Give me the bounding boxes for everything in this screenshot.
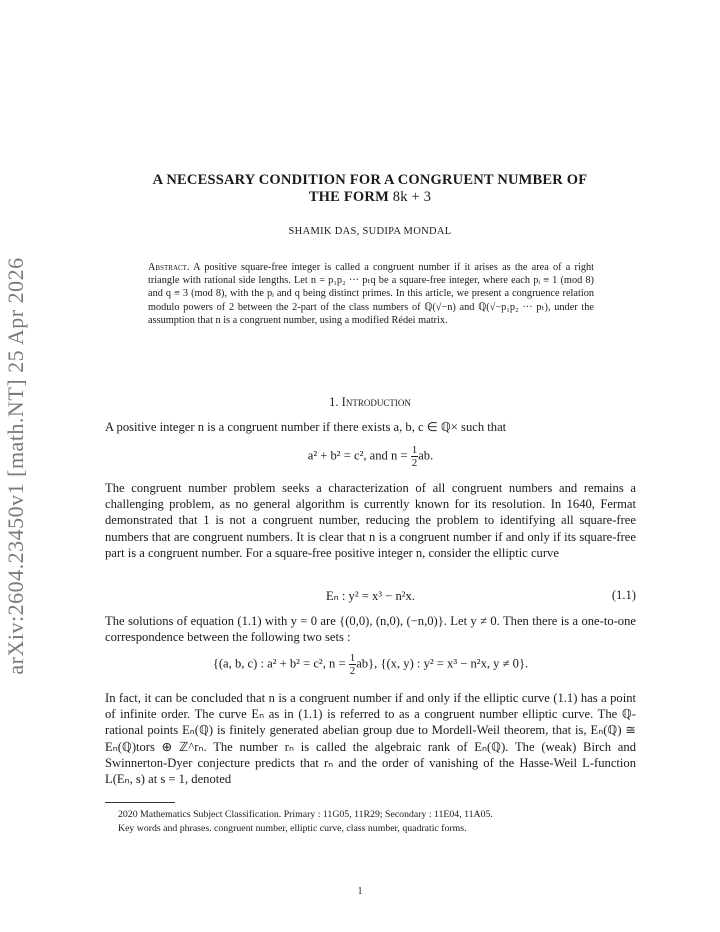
intro-paragraph-1: A positive integer n is a congruent number if there exists a, b, c ∈ ℚ× such that bbox=[105, 420, 507, 434]
footnote-keywords: Key words and phrases. congruent number, elliptic curve, class number, quadratic forms. bbox=[118, 823, 467, 834]
equation-number: (1.1) bbox=[611, 588, 636, 602]
title-line-1: A NECESSARY CONDITION FOR A CONGRUENT NUMBER OF bbox=[152, 172, 588, 188]
authors: SHAMIK DAS, SUDIPA MONDAL bbox=[288, 226, 452, 237]
footnote-msc: 2020 Mathematics Subject Classification. Primary : 11G05, 11R29; Secondary : 11E04, 11A05. bbox=[118, 809, 493, 820]
page-number: 1 bbox=[357, 886, 363, 897]
paper-title bbox=[105, 172, 635, 206]
equation-congruent-def: a² + b² = c², and n = $\frac{1}{2}$ ab. bbox=[307, 444, 434, 469]
title-line-2: THE FORM 8k + 3 bbox=[308, 189, 432, 205]
abstract-text: A positive square-free integer is called a congruent number if it arises as the area of a right triangle with rational side lengths. Let n = p₁p₂ ··· pₜq be a square-free integer, where each pᵢ ≡ 1 (mod 8) and q ≡ 3 (mod 8), with the pᵢ and q being distinct primes. In this article, we present a congruence relation modulo powers of 2 between the 2-part of the class numbers of ℚ(√−n) and ℚ(√−p₁p₂ ··· pₜ), under the assumption that n is a congruent number, using a modified Rédei matrix. bbox=[148, 262, 594, 326]
footnote-rule bbox=[105, 802, 175, 803]
intro-paragraph-4: In fact, it can be concluded that n is a congruent number if and only if the elliptic curve (1.1) has a point of infinite order. The curve Eₙ as in (1.1) is referred to as a congruent number elliptic curve. The ℚ-rational points Eₙ(ℚ) is finitely generated abelian group due to Mordell-Weil theorem, that is, Eₙ(ℚ) ≅ Eₙ(ℚ)tors ⊕ ℤ^rₙ. The number rₙ is called the algebraic rank of Eₙ(ℚ). The (weak) Birch and Swinnerton-Dyer conjecture predicts that rₙ and the order of vanishing of the Hasse-Weil L-function L(Eₙ, s) at s = 1, denoted bbox=[105, 691, 636, 787]
title-math: 8k + 3 bbox=[392, 189, 432, 205]
equation-correspondence: {(a, b, c) : a² + b² = c², n = $\frac{1}{2}$ ab}, {(x, y) : y² = x³ − n²x, y ≠ 0}. bbox=[212, 652, 529, 677]
section-heading: 1. Introduction bbox=[329, 395, 411, 409]
equation-1-1: Eₙ : y² = x³ − n²x. (1.1) bbox=[326, 588, 636, 603]
intro-paragraph-3: The solutions of equation (1.1) with y = 0 are {(0,0), (n,0), (−n,0)}. Let y ≠ 0. Then there is a one-to-one correspondence between the following two sets : bbox=[105, 614, 636, 645]
intro-paragraph-2: The congruent number problem seeks a characterization of all congruent numbers and remains a challenging problem, as no general algorithm is currently known for its resolution. In 1640, Fermat demonstrated that 1 is not a congruent number, reducing the problem to identifying all square-free numbers that are congruent numbers. It is clear that n is a congruent number if and only if its square-free part is a congruent number. For a square-free positive integer n, consider the elliptic curve bbox=[105, 481, 636, 560]
abstract bbox=[148, 261, 594, 327]
abstract-label: Abstract. bbox=[148, 262, 190, 273]
